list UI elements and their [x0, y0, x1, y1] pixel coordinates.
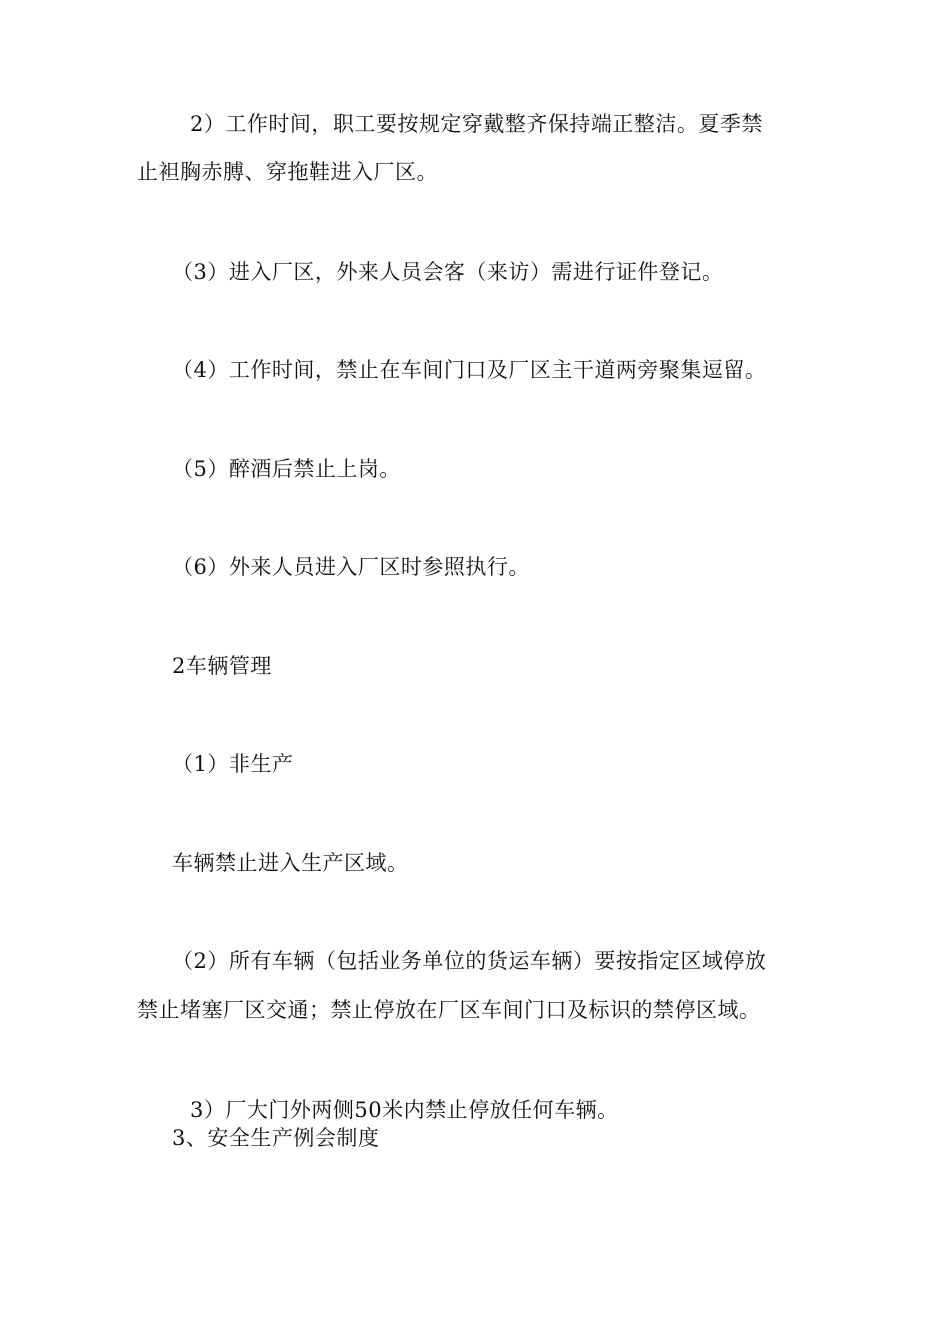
section-heading-safety-meeting: 3、安全生产例会制度 — [172, 1126, 380, 1150]
paragraph-vehicle-restriction: 车辆禁止进入生产区域。 — [172, 851, 409, 875]
paragraph-no-drinking: （5）醉酒后禁止上岗。 — [172, 457, 401, 481]
paragraph-parking-line-1: （2）所有车辆（包括业务单位的货运车辆）要按指定区域停放 — [172, 949, 767, 973]
paragraph-parking-line-2: 禁止堵塞厂区交通；禁止停放在厂区车间门口及标识的禁停区域。 — [137, 998, 761, 1022]
paragraph-visitors-comply: （6）外来人员进入厂区时参照执行。 — [172, 555, 530, 579]
paragraph-dress-code-line-2: 止袒胸赤膊、穿拖鞋进入厂区。 — [137, 160, 438, 184]
paragraph-gate-no-parking: 3）厂大门外两侧50米内禁止停放任何车辆。 — [190, 1098, 619, 1122]
paragraph-no-loitering: （4）工作时间，禁止在车间门口及厂区主干道两旁聚集逗留。 — [172, 358, 767, 382]
section-heading-vehicle-management: 2车辆管理 — [172, 654, 272, 678]
paragraph-non-production: （1）非生产 — [172, 752, 294, 776]
paragraph-dress-code-line-1: 2）工作时间，职工要按规定穿戴整齐保持端正整洁。夏季禁 — [190, 112, 763, 136]
paragraph-visitor-registration: （3）进入厂区，外来人员会客（来访）需进行证件登记。 — [172, 260, 724, 284]
